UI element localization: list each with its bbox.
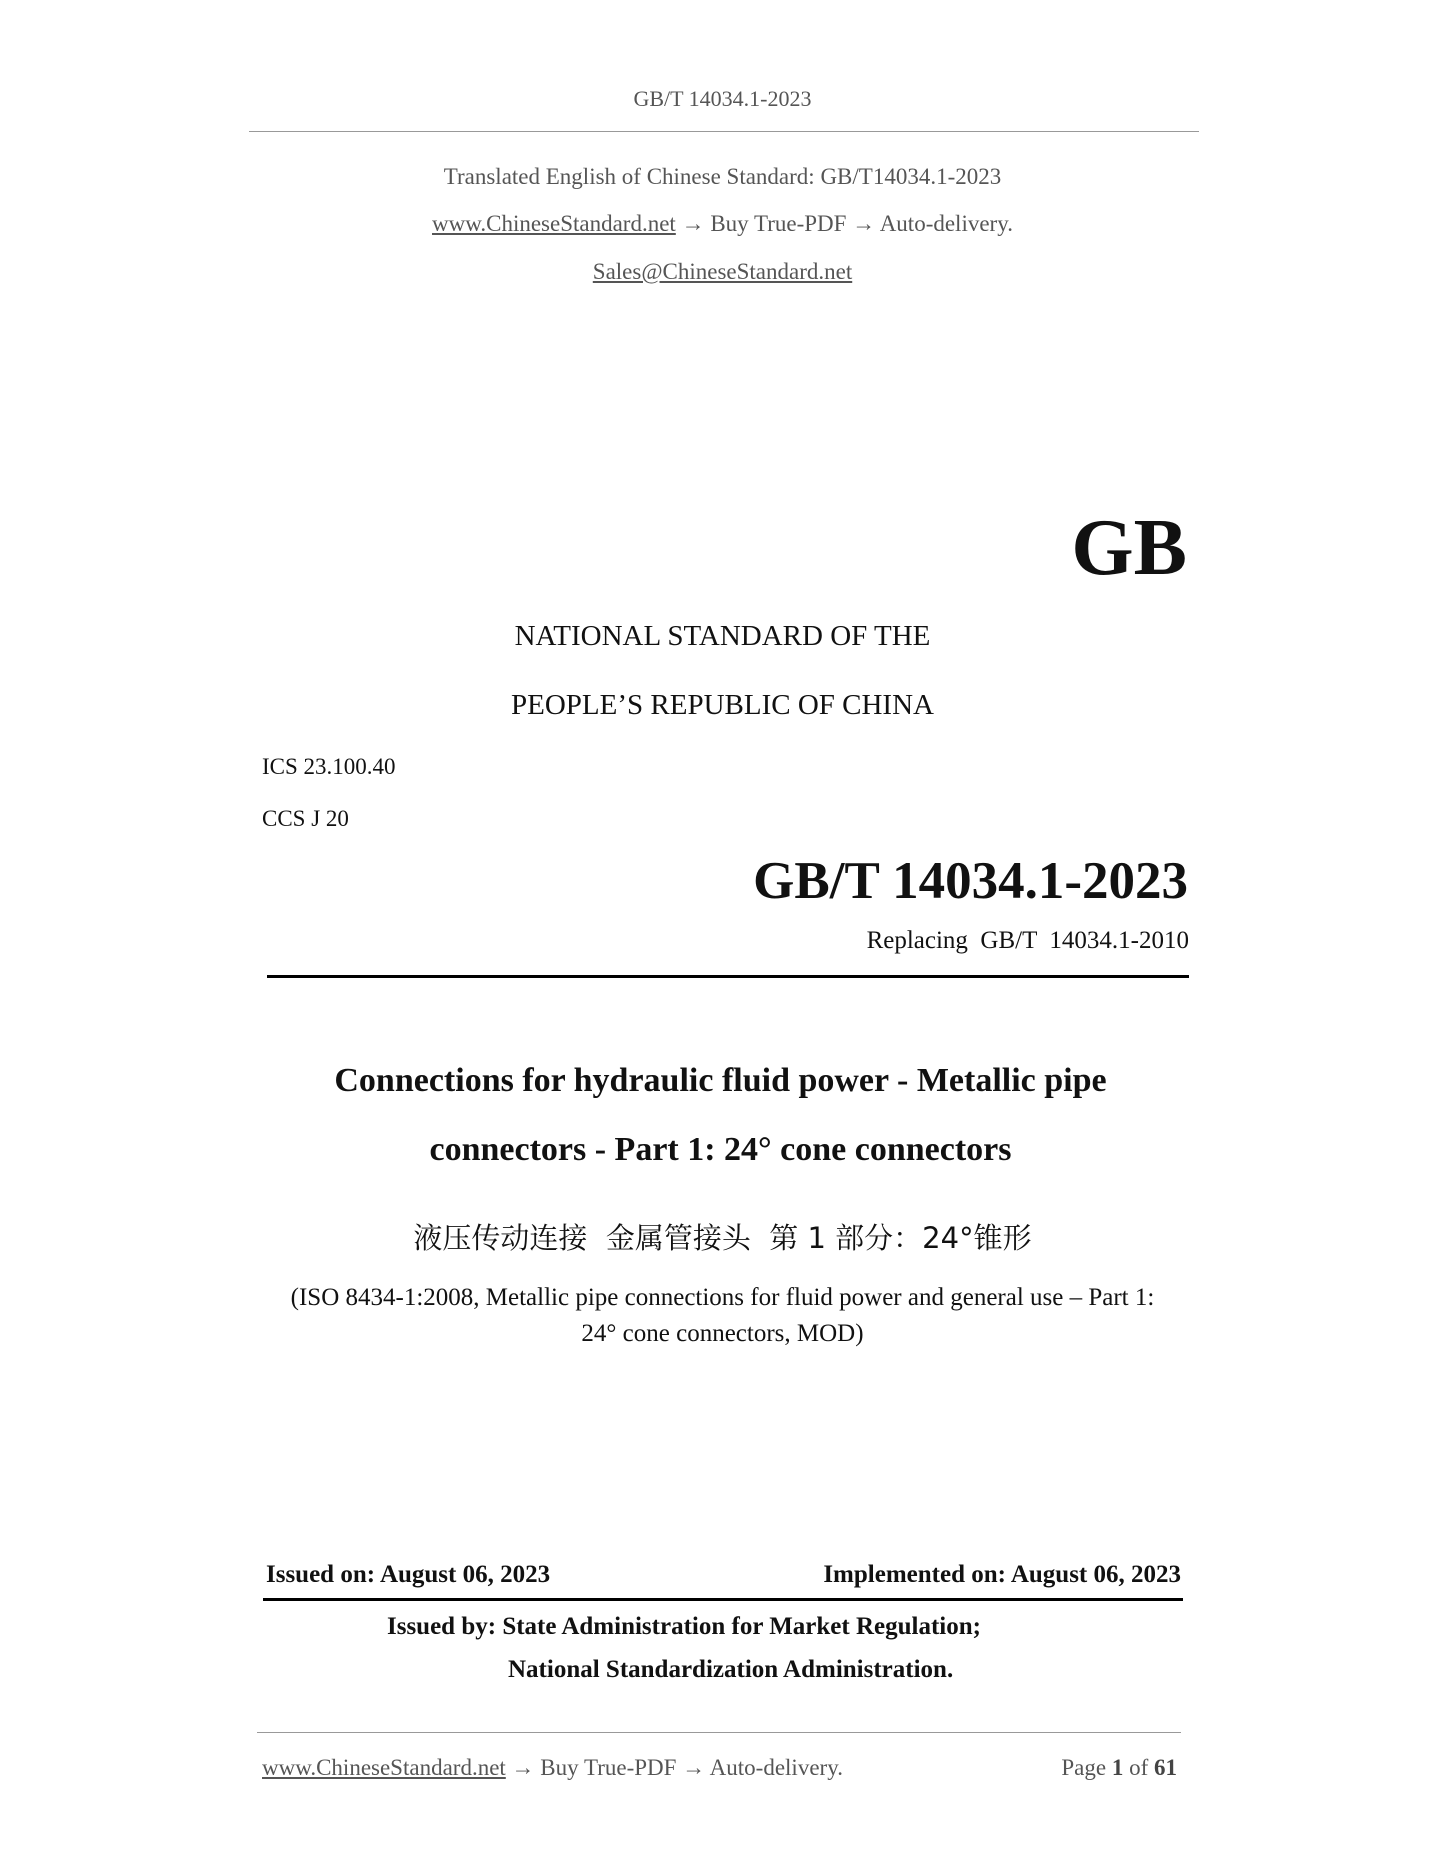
email-line: [0, 259, 1445, 285]
arrow-icon: →: [511, 1755, 535, 1780]
national-standard-line2: PEOPLE’S REPUBLIC OF CHINA: [511, 689, 934, 721]
document-title-line1: Connections for hydraulic fluid power - Metallic pipe: [334, 1062, 1107, 1099]
page-indicator: [1061, 1755, 1177, 1781]
sales-email-link[interactable]: Sales@ChineseStandard.net: [592, 259, 853, 284]
buy-pdf-text: Buy True-PDF: [710, 211, 847, 236]
arrow-icon: →: [682, 1755, 706, 1780]
implemented-date: Implemented on: August 06, 2023: [823, 1561, 1181, 1588]
auto-delivery-text: Auto-delivery.: [879, 211, 1013, 236]
issuer-line1: Issued by: State Administration for Market Regulation;: [387, 1613, 981, 1640]
header-divider: [249, 131, 1199, 132]
national-standard-line1: NATIONAL STANDARD OF THE: [514, 620, 931, 652]
footer-buy-text: Buy True-PDF: [540, 1755, 677, 1780]
ccs-code: CCS J 20: [262, 806, 349, 831]
of-label: of: [1129, 1755, 1149, 1780]
dates-divider: [263, 1598, 1183, 1601]
standard-number: GB/T 14034.1-2023: [753, 852, 1188, 910]
arrow-icon: →: [681, 211, 705, 236]
chinese-title: 液压传动连接 金属管接头 第 1 部分：24°锥形: [413, 1221, 1032, 1255]
page-total: 61: [1154, 1755, 1177, 1780]
translation-notice: Translated English of Chinese Standard: GB/T14034.1-2023: [443, 164, 1002, 189]
title-divider: [267, 975, 1189, 978]
running-header: GB/T 14034.1-2023: [633, 86, 812, 111]
gb-logo: GB: [1071, 504, 1187, 592]
iso-reference-line2: 24° cone connectors, MOD): [581, 1320, 864, 1347]
footer-delivery-text: Auto-delivery.: [709, 1755, 843, 1780]
site-link[interactable]: www.ChineseStandard.net: [432, 211, 676, 236]
iso-reference-line1: (ISO 8434-1:2008, Metallic pipe connections for fluid power and general use – Part 1:: [290, 1284, 1155, 1311]
page-label: Page: [1061, 1755, 1107, 1780]
document-title-line2: connectors - Part 1: 24° cone connectors: [429, 1131, 1012, 1168]
ics-code: ICS 23.100.40: [262, 754, 396, 779]
arrow-icon: →: [852, 211, 876, 236]
issued-date: Issued on: August 06, 2023: [266, 1561, 551, 1588]
replacing-note: Replacing GB/T 14034.1-2010: [866, 927, 1189, 954]
footer-divider: [257, 1732, 1181, 1733]
issuer-line2: National Standardization Administration.: [508, 1656, 954, 1683]
footer-site-link[interactable]: www.ChineseStandard.net: [262, 1755, 506, 1780]
footer-purchase-line: [262, 1755, 843, 1781]
page-number: 1: [1111, 1755, 1124, 1780]
purchase-line: [0, 211, 1445, 237]
